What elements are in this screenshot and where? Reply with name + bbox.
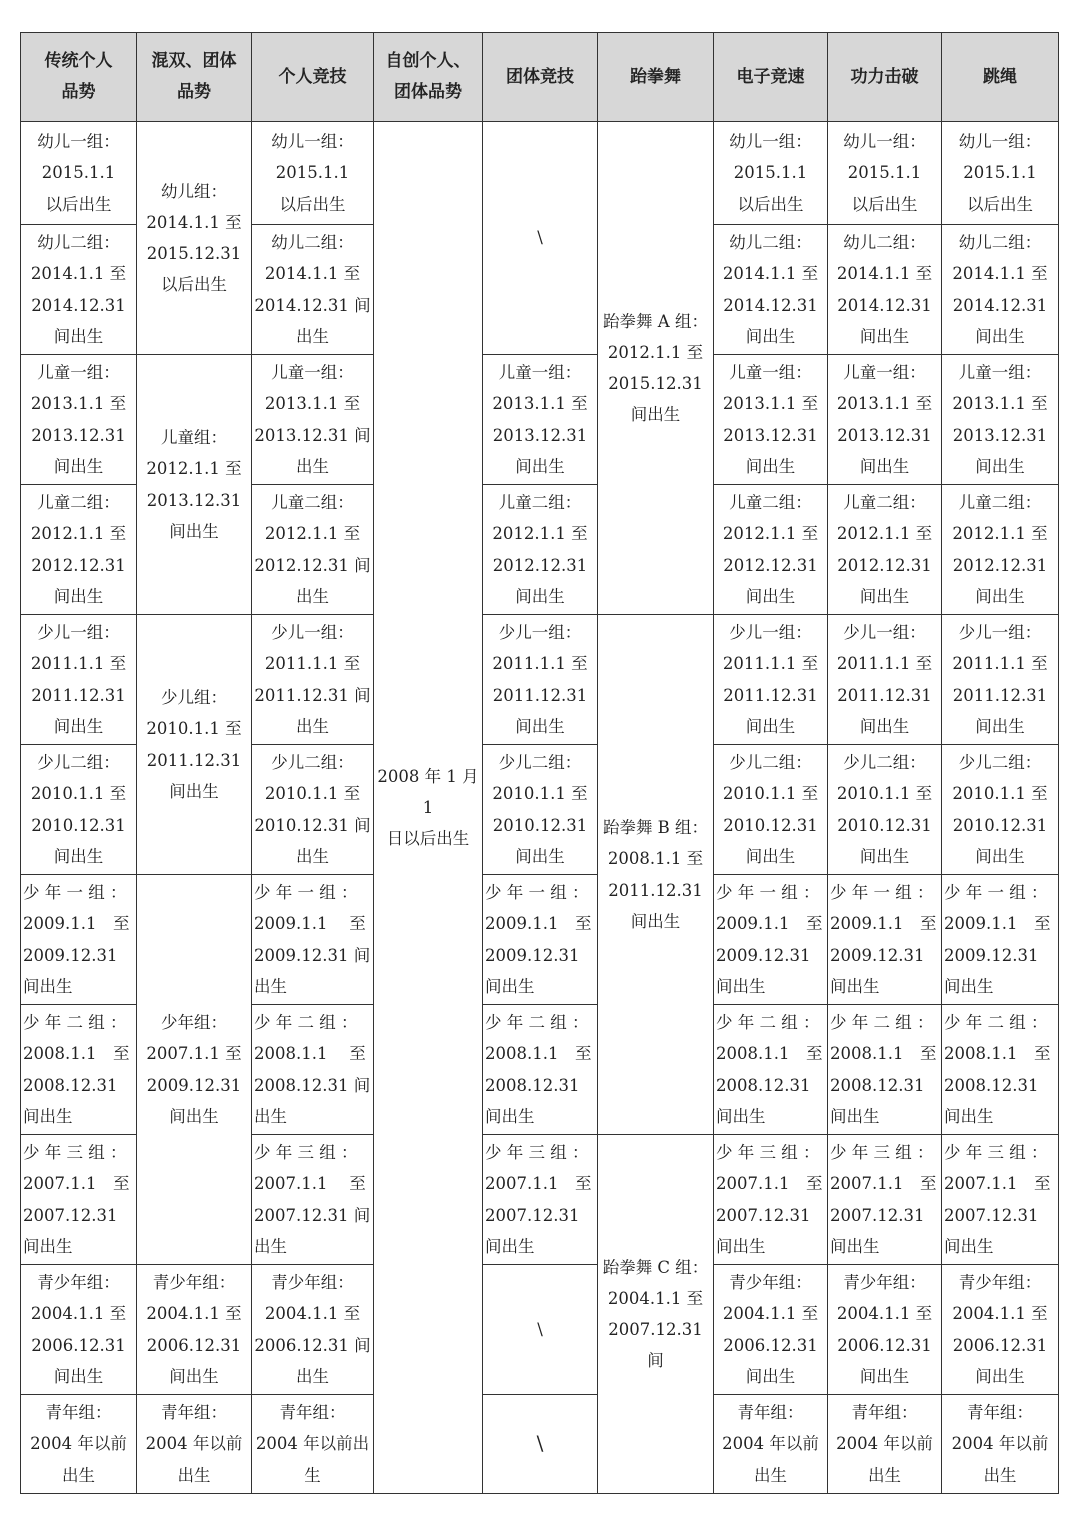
header-label: 团体竞技 [506,66,574,87]
header-label: 传统个人 品势 [44,51,113,102]
table-cell: 少儿一组： 2011.1.1 至 2011.12.31 间出生 [21,615,137,745]
table-cell: 少儿一组： 2011.1.1 至 2011.12.31 间出生 [942,615,1059,745]
table-cell: 儿童一组： 2013.1.1 至 2013.12.31 间出生 [942,355,1059,485]
header-taekwondo-dance [598,33,714,122]
header-row [21,33,1059,122]
table-cell: 幼儿一组： 2015.1.1 以后出生 [942,122,1059,225]
table-cell: 儿童二组： 2012.1.1 至 2012.12.31 间出生 [714,485,828,615]
table-cell: 幼儿二组： 2014.1.1 至 2014.12.31 间出生 [828,225,942,355]
table-cell: 2008 年 1 月 1 日以后出生 [374,122,483,1494]
table-cell: 儿童一组： 2013.1.1 至 2013.12.31 间 出生 [252,355,374,485]
table-cell: 幼儿二组： 2014.1.1 至 2014.12.31 间出生 [714,225,828,355]
table-cell: 少儿二组： 2010.1.1 至 2010.12.31 间出生 [942,745,1059,875]
header-team-sparring [483,33,598,122]
table-cell: 少 年 一 组 ： 2009.1.1 至 2009.12.31 间 出生 [252,875,374,1005]
table-cell: 少 年 二 组 ： 2008.1.1 至 2008.12.31 间出生 [714,1005,828,1135]
table-cell: 少儿二组： 2010.1.1 至 2010.12.31 间出生 [21,745,137,875]
table-cell: 儿童二组： 2012.1.1 至 2012.12.31 间出生 [21,485,137,615]
table-cell: 幼儿组： 2014.1.1 至 2015.12.31 以后出生 [137,122,252,355]
table-cell: 少儿一组： 2011.1.1 至 2011.12.31 间出生 [714,615,828,745]
table-cell: 儿童一组： 2013.1.1 至 2013.12.31 间出生 [828,355,942,485]
table-cell: 跆拳舞 A 组： 2012.1.1 至 2015.12.31 间出生 [598,122,714,615]
header-power-breaking [828,33,942,122]
table-row [21,355,1059,485]
table-cell: 青少年组： 2004.1.1 至 2006.12.31 间出生 [137,1265,252,1395]
table-cell: 少 年 二 组 ： 2008.1.1 至 2008.12.31 间出生 [483,1005,598,1135]
table-cell: 儿童一组： 2013.1.1 至 2013.12.31 间出生 [21,355,137,485]
table-cell: 少 年 一 组 ： 2009.1.1 至 2009.12.31 间出生 [714,875,828,1005]
table-cell: 青少年组： 2004.1.1 至 2006.12.31 间出生 [714,1265,828,1395]
table-row [21,122,1059,225]
table-cell: 少 年 一 组 ： 2009.1.1 至 2009.12.31 间出生 [21,875,137,1005]
table-cell: 少 年 二 组 ： 2008.1.1 至 2008.12.31 间出生 [942,1005,1059,1135]
header-jump-rope [942,33,1059,122]
table-cell: 少儿一组： 2011.1.1 至 2011.12.31 间出生 [828,615,942,745]
table-cell: 少 年 一 组 ： 2009.1.1 至 2009.12.31 间出生 [483,875,598,1005]
table-cell: 少 年 二 组 ： 2008.1.1 至 2008.12.31 间出生 [828,1005,942,1135]
table-cell: 幼儿一组： 2015.1.1 以后出生 [21,122,137,225]
header-label: 混双、团体 品势 [151,51,237,102]
header-label: 个人竞技 [278,66,347,87]
table-row [21,615,1059,745]
table-cell: 幼儿二组： 2014.1.1 至 2014.12.31 间出生 [21,225,137,355]
table-cell: 青年组： 2004 年以前 出生 [714,1395,828,1494]
table-cell: 儿童二组： 2012.1.1 至 2012.12.31 间出生 [942,485,1059,615]
table-cell: 少 年 二 组 ： 2008.1.1 至 2008.12.31 间出生 [21,1005,137,1135]
table-cell: 儿童组： 2012.1.1 至 2013.12.31 间出生 [137,355,252,615]
table-row [21,875,1059,1005]
table-cell: 儿童一组： 2013.1.1 至 2013.12.31 间出生 [483,355,598,485]
table-cell: 青少年组： 2004.1.1 至 2006.12.31 间 出生 [252,1265,374,1395]
header-label: 自创个人、 团体品势 [385,51,471,102]
header-individual-sparring [252,33,374,122]
table-cell: 少儿二组： 2010.1.1 至 2010.12.31 间出生 [483,745,598,875]
table-cell: 少 年 三 组 ： 2007.1.1 至 2007.12.31 间出生 [21,1135,137,1265]
header-mixed-team-poomsae [137,33,252,122]
table-cell: 少 年 二 组 ： 2008.1.1 至 2008.12.31 间 出生 [252,1005,374,1135]
table-cell: 儿童二组： 2012.1.1 至 2012.12.31 间出生 [483,485,598,615]
table-cell: 儿童二组： 2012.1.1 至 2012.12.31 间出生 [828,485,942,615]
table-cell: 青少年组： 2004.1.1 至 2006.12.31 间出生 [828,1265,942,1395]
table-cell: 少 年 三 组 ： 2007.1.1 至 2007.12.31 间出生 [483,1135,598,1265]
table-cell: 幼儿一组： 2015.1.1 以后出生 [828,122,942,225]
table-cell: 少儿一组： 2011.1.1 至 2011.12.31 间 出生 [252,615,374,745]
table-cell: 儿童二组： 2012.1.1 至 2012.12.31 间 出生 [252,485,374,615]
table-cell: 少儿组： 2010.1.1 至 2011.12.31 间出生 [137,615,252,875]
table-cell: 幼儿一组： 2015.1.1 以后出生 [252,122,374,225]
header-label: 跆拳舞 [630,66,681,87]
table-cell: 青年组： 2004 年以前 出生 [137,1395,252,1494]
table-cell: 少 年 三 组 ： 2007.1.1 至 2007.12.31 间出生 [942,1135,1059,1265]
table-cell: \ [483,1265,598,1395]
table-row [21,1395,1059,1494]
header-label: 功力击破 [850,66,919,87]
table-cell: \ [483,122,598,355]
table-cell: 少 年 一 组 ： 2009.1.1 至 2009.12.31 间出生 [828,875,942,1005]
table-cell: 少儿二组： 2010.1.1 至 2010.12.31 间出生 [828,745,942,875]
table-cell: 青年组： 2004 年以前 出生 [828,1395,942,1494]
header-traditional-individual [21,33,137,122]
table-cell: 幼儿二组： 2014.1.1 至 2014.12.31 间 出生 [252,225,374,355]
table-cell: 少儿一组： 2011.1.1 至 2011.12.31 间出生 [483,615,598,745]
table-cell: 幼儿二组： 2014.1.1 至 2014.12.31 间出生 [942,225,1059,355]
table-cell: 青少年组： 2004.1.1 至 2006.12.31 间出生 [21,1265,137,1395]
table-cell: 幼儿一组： 2015.1.1 以后出生 [714,122,828,225]
table-cell: 青少年组： 2004.1.1 至 2006.12.31 间出生 [942,1265,1059,1395]
table-cell: 儿童一组： 2013.1.1 至 2013.12.31 间出生 [714,355,828,485]
header-label: 跳绳 [983,66,1017,87]
table-cell: \ [483,1395,598,1494]
table-cell: 少 年 三 组 ： 2007.1.1 至 2007.12.31 间出生 [828,1135,942,1265]
table-cell: 少 年 三 组 ： 2007.1.1 至 2007.12.31 间 出生 [252,1135,374,1265]
table-cell: 少年组： 2007.1.1 至 2009.12.31 间出生 [137,875,252,1265]
table-cell: 跆拳舞 C 组： 2004.1.1 至 2007.12.31 间 [598,1135,714,1494]
table-cell: 少儿二组： 2010.1.1 至 2010.12.31 间 出生 [252,745,374,875]
table-cell: 青年组： 2004 年以前 出生 [21,1395,137,1494]
header-label: 电子竞速 [736,66,805,87]
table-cell: 少儿二组： 2010.1.1 至 2010.12.31 间出生 [714,745,828,875]
header-freestyle-poomsae [374,33,483,122]
table-cell: 少 年 一 组 ： 2009.1.1 至 2009.12.31 间出生 [942,875,1059,1005]
table-cell: 少 年 三 组 ： 2007.1.1 至 2007.12.31 间出生 [714,1135,828,1265]
age-group-table [20,32,1059,1494]
table-cell: 青年组： 2004 年以前出 生 [252,1395,374,1494]
table-cell: 青年组： 2004 年以前 出生 [942,1395,1059,1494]
table-cell: 跆拳舞 B 组： 2008.1.1 至 2011.12.31 间出生 [598,615,714,1135]
table-row [21,1265,1059,1395]
header-electronic-speed [714,33,828,122]
